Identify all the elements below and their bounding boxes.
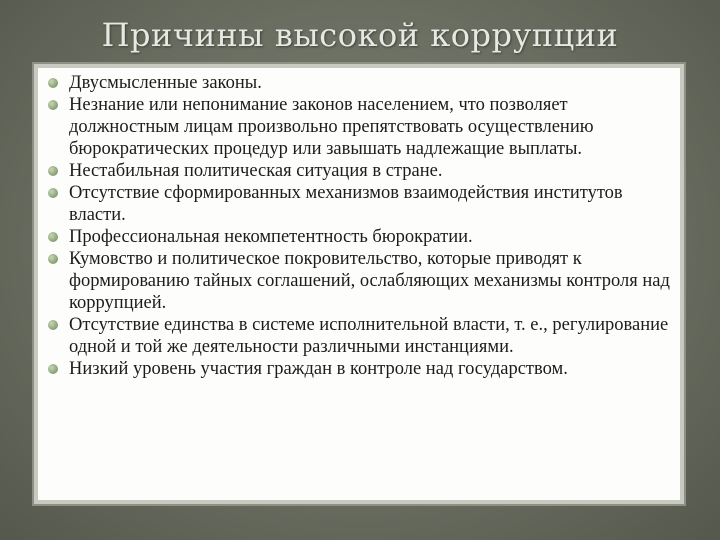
list-item-text: Незнание или непонимание законов населением, что позволяет должностным лицам произвольно препятствовать осуществлению бюрократических процедур или завышать надлежащие выплаты.	[69, 95, 594, 159]
list-item-text: Низкий уровень участия граждан в контроле над государством.	[69, 359, 568, 379]
round-bullet-icon	[48, 254, 58, 264]
round-bullet-icon	[48, 100, 58, 110]
list-item-text: Кумовство и политическое покровительство, которые приводят к формированию тайных соглашений, ослабляющих механизмы контроля над коррупцией.	[69, 249, 670, 313]
slide-title: Причины высокой коррупции	[101, 16, 619, 54]
list-item-text: Отсутствие единства в системе исполнительной власти, т. е., регулирование одной и той же деятельности различными инстанциями.	[69, 315, 669, 357]
list-item	[44, 358, 674, 380]
list-item	[44, 248, 674, 314]
round-bullet-icon	[48, 320, 58, 330]
bullet-list	[38, 68, 680, 380]
list-item-text: Профессиональная некомпетентность бюрократии.	[69, 227, 473, 247]
content-panel	[38, 68, 680, 500]
content-frame	[32, 62, 686, 506]
list-item-text: Двусмысленные законы.	[69, 73, 262, 93]
list-item-text: Отсутствие сформированных механизмов взаимодействия институтов власти.	[69, 183, 623, 225]
list-item	[44, 314, 674, 358]
round-bullet-icon	[48, 188, 58, 198]
list-item	[44, 94, 674, 160]
list-item	[44, 226, 674, 248]
list-item	[44, 160, 674, 182]
list-item-text: Нестабильная политическая ситуация в стране.	[69, 161, 443, 181]
round-bullet-icon	[48, 232, 58, 242]
list-item	[44, 72, 674, 94]
round-bullet-icon	[48, 364, 58, 374]
round-bullet-icon	[48, 166, 58, 176]
round-bullet-icon	[48, 78, 58, 88]
list-item	[44, 182, 674, 226]
